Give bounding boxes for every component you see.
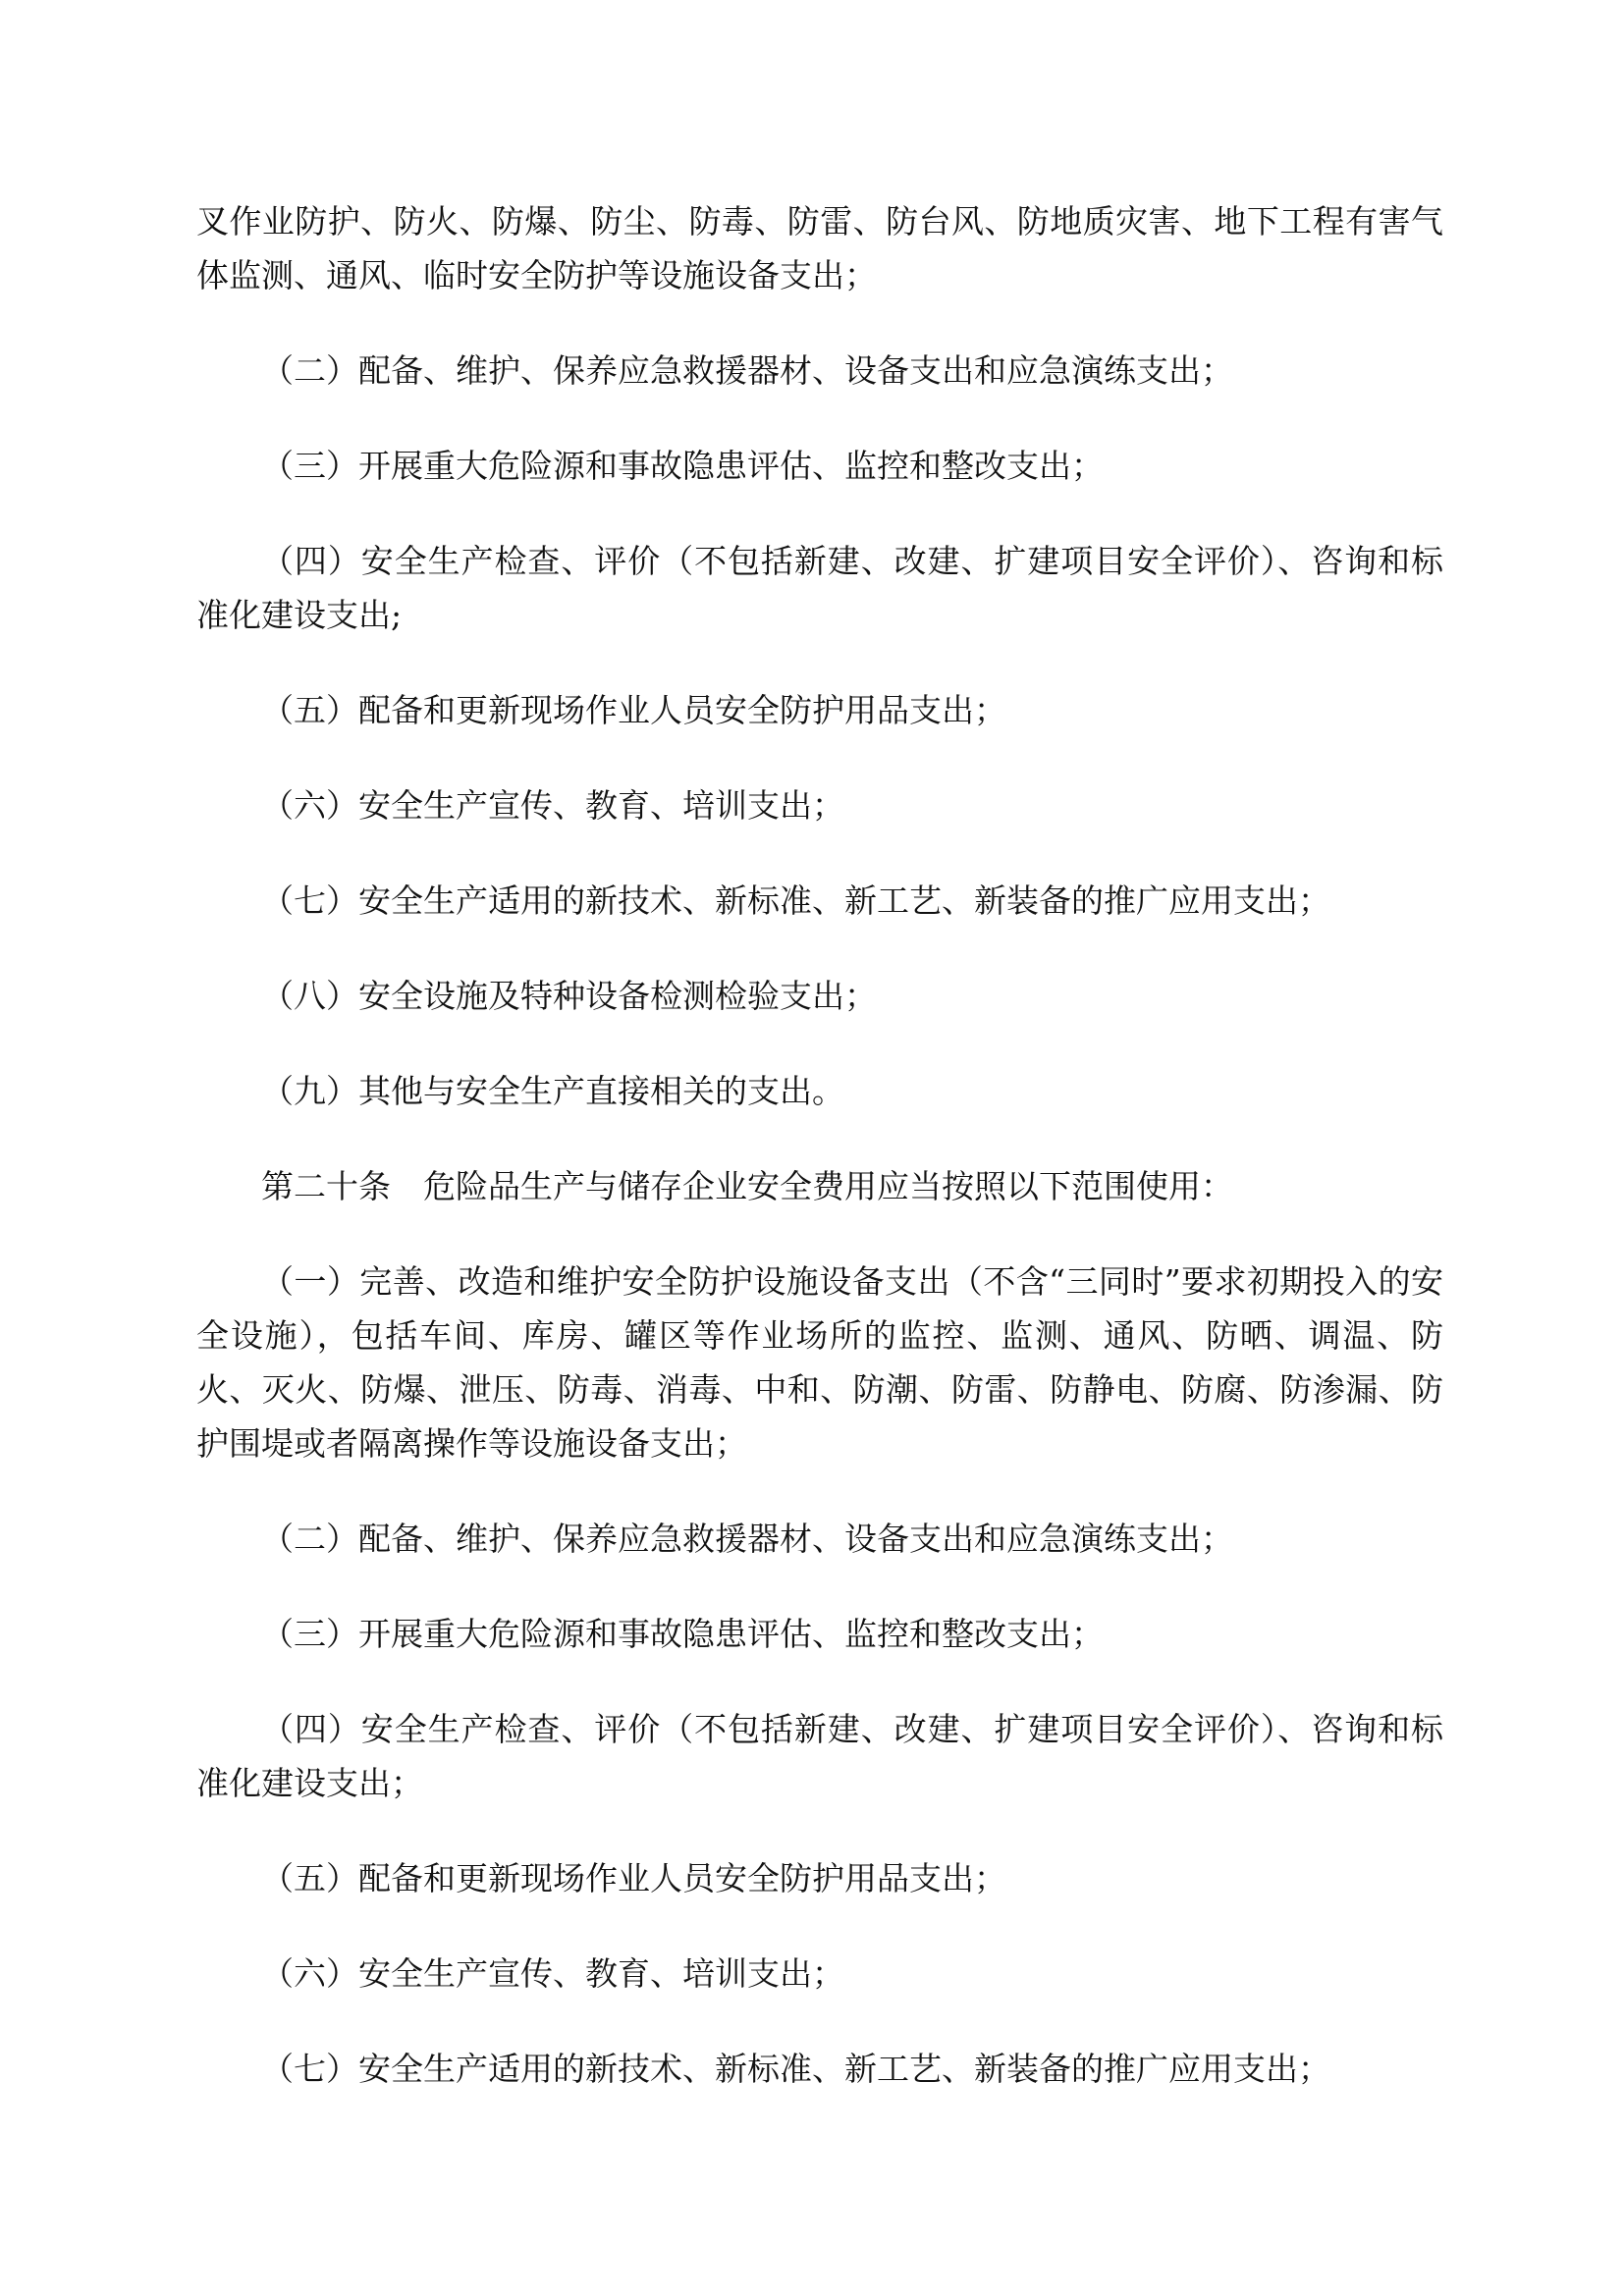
article-20-item-6: （六）安全生产宣传、教育、培训支出； bbox=[261, 1954, 844, 1993]
article-20-item-4: （四）安全生产检查、评价（不包括新建、改建、扩建项目安全评价）、咨询和标准化建设支出； bbox=[196, 1710, 1443, 1802]
article-20-item-2: （二）配备、维护、保养应急救援器材、设备支出和应急演练支出； bbox=[261, 1520, 1233, 1558]
article-20-item-7: （七）安全生产适用的新技术、新标准、新工艺、新装备的推广应用支出； bbox=[261, 2050, 1330, 2088]
list-item-9: （九）其他与安全生产直接相关的支出。 bbox=[261, 1072, 844, 1110]
article-20-item-3: （三）开展重大危险源和事故隐患评估、监控和整改支出； bbox=[261, 1615, 1104, 1653]
list-item-3: （三）开展重大危险源和事故隐患评估、监控和整改支出； bbox=[261, 447, 1104, 485]
list-item-2: （二）配备、维护、保养应急救援器材、设备支出和应急演练支出； bbox=[261, 351, 1233, 390]
paragraph-continued: 叉作业防护、防火、防爆、防尘、防毒、防雷、防台风、防地质灾害、地下工程有害气体监测、通风、临时安全防护等设施设备支出； bbox=[196, 202, 1443, 294]
article-20-item-1: （一）完善、改造和维护安全防护设施设备支出（不含“三同时”要求初期投入的安全设施），包括车间、库房、罐区等作业场所的监控、监测、通风、防晒、调温、防火、灭火、防爆、泄压、防毒、消毒、中和、防潮、防雷、防静电、防腐、防渗漏、防护围堤或者隔离操作等设施设备支出； bbox=[196, 1262, 1443, 1463]
article-20-item-5: （五）配备和更新现场作业人员安全防护用品支出； bbox=[261, 1859, 1006, 1897]
document-body bbox=[196, 194, 1443, 2137]
article-number: 第二十条 bbox=[261, 1167, 391, 1205]
list-item-5: （五）配备和更新现场作业人员安全防护用品支出； bbox=[261, 691, 1006, 729]
list-item-7: （七）安全生产适用的新技术、新标准、新工艺、新装备的推广应用支出； bbox=[261, 881, 1330, 920]
list-item-8: （八）安全设施及特种设备检测检验支出； bbox=[261, 977, 877, 1015]
list-item-6: （六）安全生产宣传、教育、培训支出； bbox=[261, 786, 844, 825]
article-text: 危险品生产与储存企业安全费用应当按照以下范围使用： bbox=[423, 1167, 1233, 1205]
article-20 bbox=[196, 1159, 1443, 1213]
list-item-4: （四）安全生产检查、评价（不包括新建、改建、扩建项目安全评价）、咨询和标准化建设支出; bbox=[196, 542, 1443, 634]
